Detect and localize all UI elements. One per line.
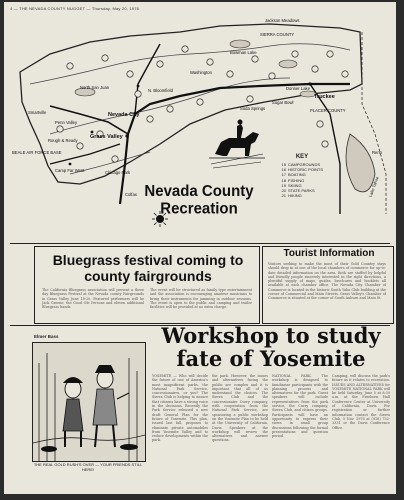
horse-rider-illustration <box>209 120 265 169</box>
map-key-label: BOATING <box>288 172 306 178</box>
workshop-headline: Workshop to study fate of Yosemite <box>161 323 381 371</box>
map-key-label: HISTORIC POINTS <box>288 167 324 173</box>
label-beale-afb: BEALE AIR FORCE BASE <box>12 150 62 155</box>
label-north-san-juan: North San Juan <box>80 85 110 90</box>
jackson-lake-shape <box>279 60 297 68</box>
label-penn-valley: Penn Valley <box>55 120 78 125</box>
label-camp-far-west: Camp Far West <box>55 168 85 173</box>
lake-tahoe-shape <box>346 134 375 192</box>
label-nevada-city: Nevada City <box>108 112 140 118</box>
map-key-number: 15 <box>281 162 286 167</box>
label-washington: Washington <box>190 70 212 75</box>
map-title-line1: Nevada County <box>144 182 254 200</box>
cartoon-drawing <box>33 343 145 461</box>
workshop-col-1: YOSEMITE — Who will decide the future of one of America's most magnificent parks, the National Park Service, concessionaires, or you? The Sierra Club is helping to ensure that citizens have a strong voice in the decisions. Recently the Park Service released a new draft General Plan for the future of Yosemite. This plan, issued last fall, proposes to eliminate private automobiles from Yosemite Valley and to reduce developments within the park. <box>152 374 208 443</box>
map-title <box>124 182 274 218</box>
map-key-rows <box>272 162 332 198</box>
label-donner-lake: Donner Lake <box>286 86 310 91</box>
label-jackson-meadows: Jackson Meadows <box>265 18 300 23</box>
tourist-headline: Tourist Information <box>283 248 375 259</box>
map-markers <box>57 46 348 162</box>
label-truckee: Truckee <box>314 94 335 100</box>
map-key-number: 18 <box>281 177 286 183</box>
highway-49-north <box>135 44 160 114</box>
label-soda-springs: Soda Springs <box>240 106 266 111</box>
cartoon-byline: Elmer Bass <box>34 334 59 339</box>
workshop-col-4: Camping, will discuss the park's future as it relates to recreation. ISSUES AND ALTERNATIVES for YOSEMITE NATIONAL PARK will be held Saturday, June 5 at 8:30 a.m. at the Freeborn Hall Conference Center at University of California, Davis. For registration or further information contact the Sierra Club, 5 Nov. 1976 at (916) 752-3331 or the Davis Conference Office. <box>332 374 390 430</box>
cartoon-panel <box>32 342 146 462</box>
bowman-lake-shape <box>230 40 250 48</box>
page-folio: 4 — THE NEVADA COUNTY NUGGET — Thursday, May 20, 1976 <box>10 6 140 11</box>
map-key-label: STATE PARKS <box>288 188 315 194</box>
map-key-number: 19 <box>281 182 286 188</box>
cartoon-caption: THE REAL GOLD RUSH'S OVER — YOUR FRIENDS STILL HERE! <box>33 462 143 472</box>
label-bowman-lake: Bowman Lake <box>230 50 257 55</box>
map-key-number: 20 <box>281 188 286 194</box>
label-reno: Reno <box>372 150 383 155</box>
map-divider <box>10 243 390 244</box>
map-key-number: 17 <box>281 172 286 178</box>
bluegrass-headline: Bluegrass festival coming to county fairgrounds <box>52 252 244 284</box>
workshop-col-2: the park. However, the issues and alternatives facing the public are complex and it is important that all of us understand the choices. The Sierra Club and the concessionaire Curry company, with cooperation from the National Park Service, are sponsoring a public workshop on the Yosemite Plan to be held at the University of California, Davis. Speakers at the workshop will review the alternatives and answer questions. <box>212 374 268 443</box>
label-chicago-park: Chicago Park <box>105 170 131 175</box>
label-n-bloomfield: N. Bloomfield <box>148 88 173 93</box>
map-title-line2: Recreation <box>160 200 238 218</box>
map-key-number: 16 <box>281 167 286 173</box>
map-key-title: KEY <box>295 154 309 160</box>
label-smartville: Smartville <box>28 110 47 115</box>
newspaper-page <box>4 2 396 494</box>
map-key-label: HIKING <box>288 193 302 199</box>
map-key-number: 21 <box>281 193 286 199</box>
label-placer-county: PLACER COUNTY <box>310 108 346 113</box>
tourist-body: Visitors seeking to make the most of their Gold Country stays should drop in at one of the local chambers of commerce for up-to-date detailed information on the area. Both are staffed by helpful and friendly people sincerely interested in the right directions, a plentiful supply of maps, guides, brochures and booklets all available at each chamber office. The Nevada City Chamber of Commerce is located in the historic South Yuba Club building at the corner of Commercial and Main Streets. Grass Valley's Chamber of Commerce is situated at the corner of South Auburn and Main St. <box>268 262 386 301</box>
label-grass-valley: Grass Valley <box>90 134 123 140</box>
label-lake-tahoe: Lake Tahoe <box>367 175 380 198</box>
label-colfax: Colfax <box>125 192 137 197</box>
map-key <box>272 154 332 198</box>
bluegrass-body-right: The event will be structured as family type entertainment and the association is encouraging amateur musicians to bring their instruments for jamming in outdoor sessions. The event is open to the public and camping and trailer facilities will be provided at no extra charge. <box>150 288 252 310</box>
yuba-river <box>30 44 350 84</box>
label-sierra-county: SIERRA COUNTY <box>260 32 295 37</box>
label-sugar-bowl: Sugar Bowl <box>272 100 294 105</box>
map-key-label: FISHING <box>288 177 305 183</box>
label-rough-ready: Rough & Ready <box>48 138 78 143</box>
bluegrass-body-left: The California Bluegrass association will present a three day Bluegrass Festival at the Nevada county Fairgrounds in Grass Valley June 18-20. Featured performers will be Jack Greene, the Good Ole Persons and eleven additional Bluegrass bands. <box>42 288 144 310</box>
map-key-label: CAMPGROUNDS <box>288 162 321 167</box>
map-key-row <box>272 193 332 198</box>
map-key-label: SKIING <box>288 182 302 188</box>
workshop-col-3: NATIONAL PARK. The workshop is designed to familiarize participants with the planning process and alternatives for the park. Guest speakers will include representatives from the park service, the Curry company, Sierra Club, and citizen groups. Participants will have an opportunity to express their views in small group discussions following the formal presentations and question period. <box>272 374 328 439</box>
